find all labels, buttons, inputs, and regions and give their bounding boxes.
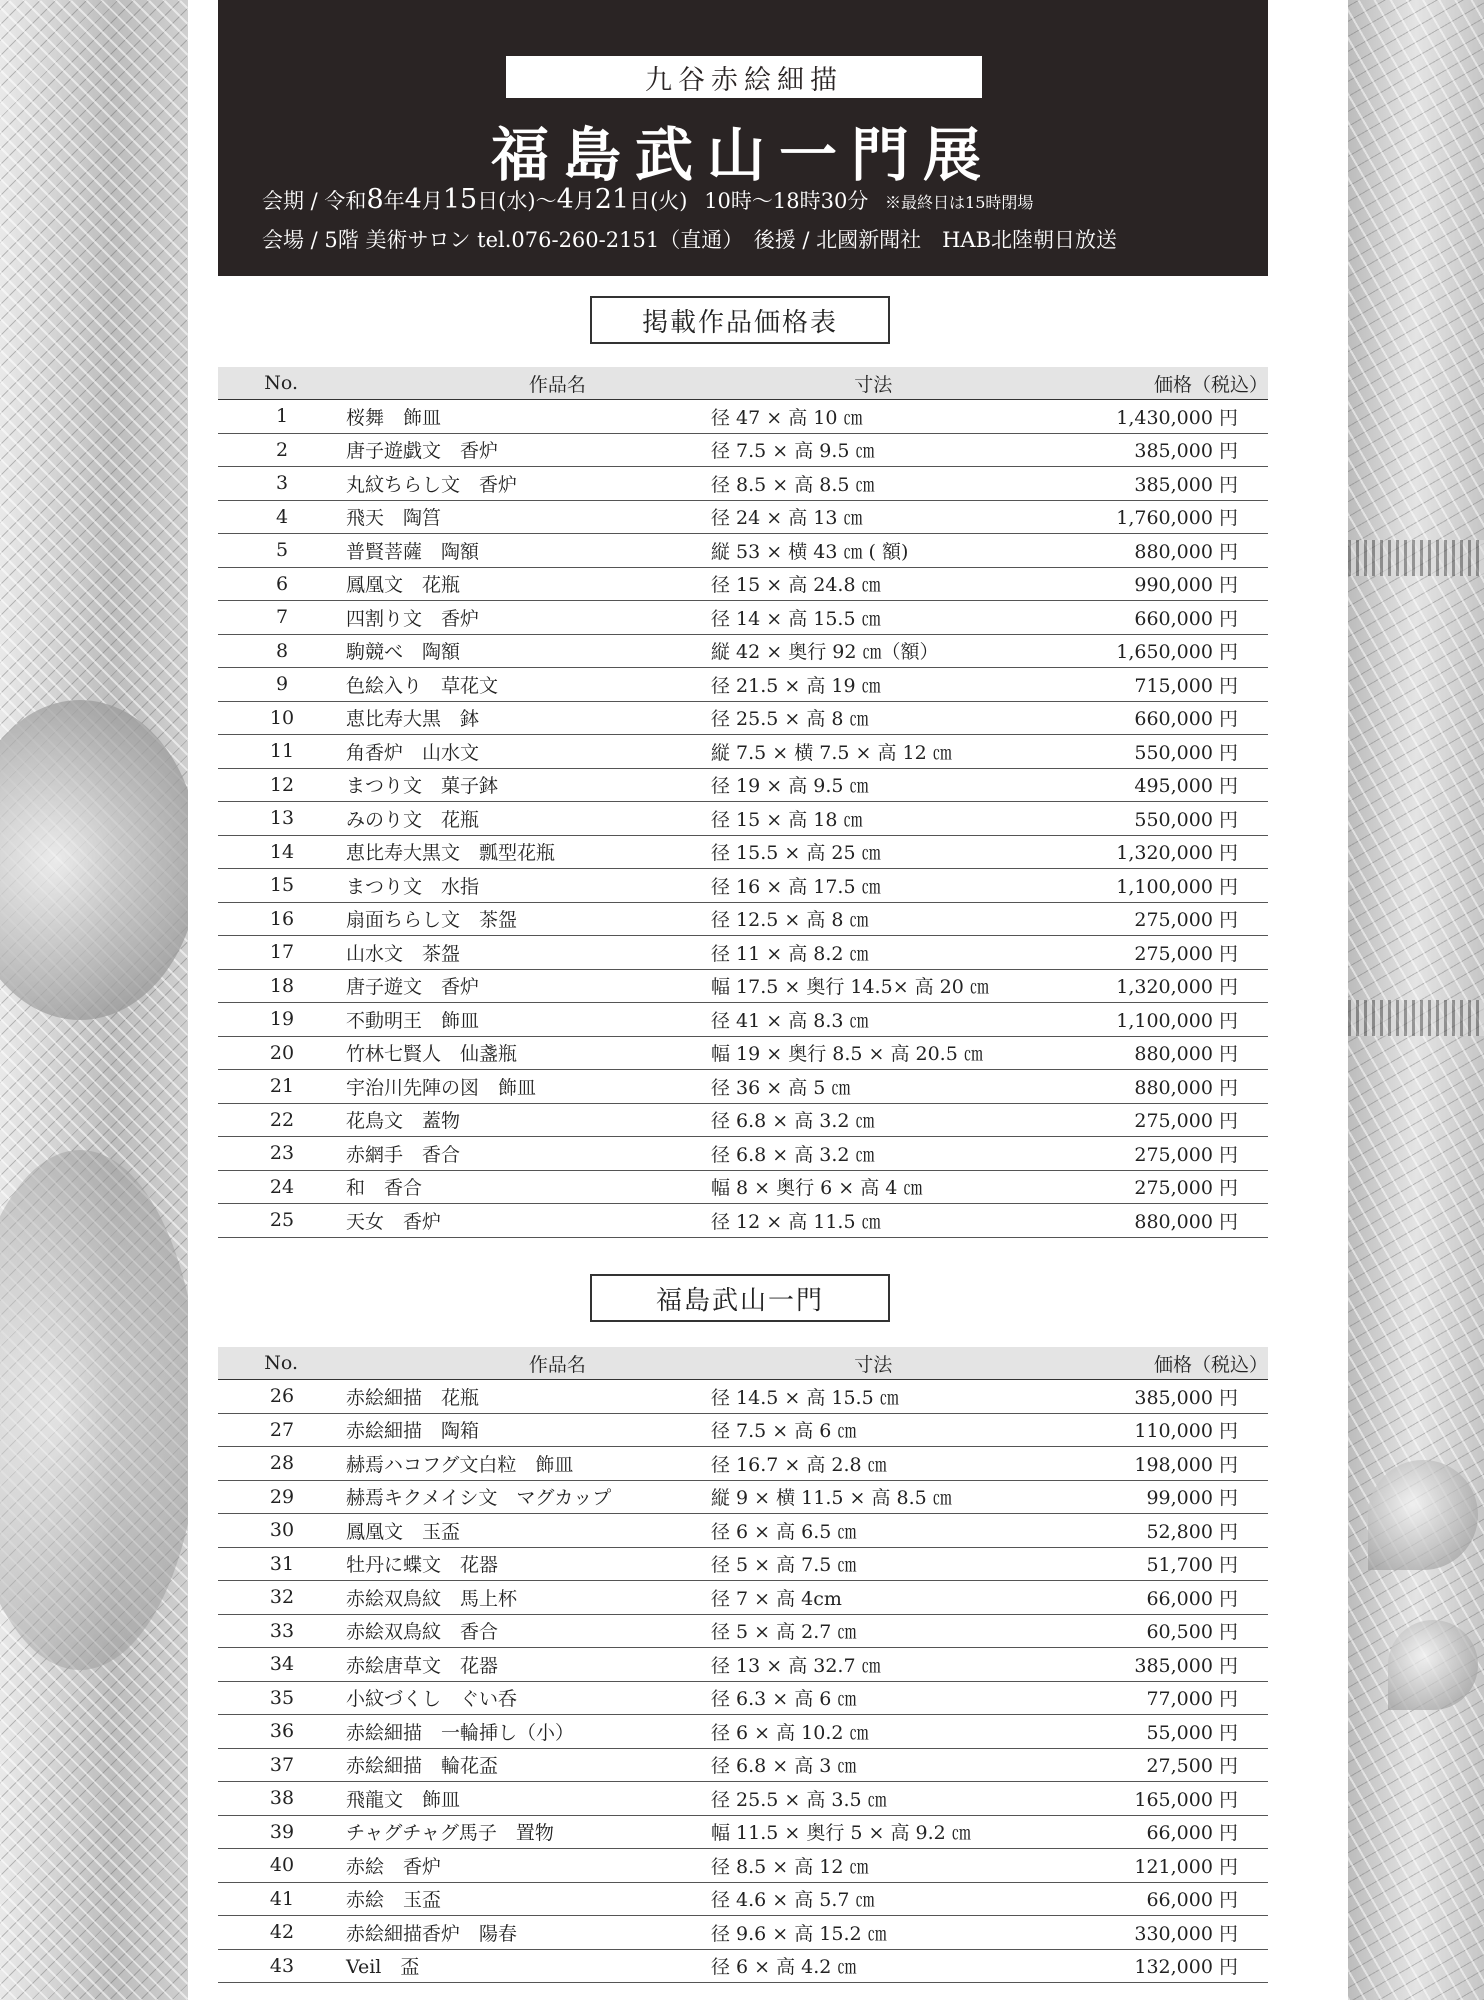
- table-row: [218, 1137, 1268, 1171]
- table-row: [218, 1749, 1268, 1783]
- item-number: 23: [269, 1142, 295, 1165]
- header-name: 作品名: [528, 373, 586, 396]
- item-number: 7: [275, 606, 289, 629]
- item-name: 飛天 陶筥: [346, 507, 442, 530]
- pattern-band: [1348, 540, 1484, 576]
- item-name: 唐子遊戯文 香炉: [346, 440, 499, 463]
- item-size: 径 11 × 高 8.2 ㎝: [711, 942, 869, 965]
- item-price: 550,000 円: [1134, 741, 1238, 764]
- item-name: 和 香合: [346, 1177, 423, 1200]
- item-name: 色絵入り 草花文: [346, 674, 499, 697]
- item-number: 38: [269, 1787, 295, 1810]
- vase-shoulder-decoration: [0, 700, 188, 1020]
- item-number: 37: [269, 1753, 295, 1776]
- table-row: [218, 1380, 1268, 1414]
- table-row: [218, 869, 1268, 903]
- item-price: 880,000 円: [1134, 1210, 1238, 1233]
- item-name: 赤絵 香炉: [346, 1855, 442, 1878]
- item-name: 牡丹に蝶文 花器: [346, 1554, 499, 1577]
- table-row: [218, 1070, 1268, 1104]
- item-size: 径 19 × 高 9.5 ㎝: [711, 775, 869, 798]
- table-row: [218, 1514, 1268, 1548]
- item-name: 花鳥文 蓋物: [346, 1110, 461, 1133]
- item-number: 22: [269, 1108, 295, 1131]
- item-price: 1,320,000 円: [1116, 842, 1238, 865]
- item-price: 1,430,000 円: [1116, 406, 1238, 429]
- item-price: 275,000 円: [1134, 1143, 1238, 1166]
- item-price: 66,000 円: [1146, 1822, 1238, 1845]
- table-row: [218, 1581, 1268, 1615]
- table-row: [218, 1682, 1268, 1716]
- item-number: 1: [275, 405, 289, 428]
- item-name: 角香炉 山水文: [346, 741, 480, 764]
- table-row: [218, 1816, 1268, 1850]
- item-size: 径 12 × 高 11.5 ㎝: [711, 1210, 881, 1233]
- item-price: 198,000 円: [1134, 1453, 1238, 1476]
- item-size: 径 25.5 × 高 3.5 ㎝: [711, 1788, 887, 1811]
- table-row: [218, 802, 1268, 836]
- item-price: 52,800 円: [1146, 1520, 1238, 1543]
- item-number: 4: [275, 505, 289, 528]
- item-price: 880,000 円: [1134, 1076, 1238, 1099]
- table-row: [218, 1916, 1268, 1950]
- item-name: 赤絵細描 一輪挿し（小）: [346, 1721, 575, 1744]
- item-price: 660,000 円: [1134, 708, 1238, 731]
- table-row: [218, 769, 1268, 803]
- item-size: 縦 9 × 横 11.5 × 高 8.5 ㎝: [711, 1487, 952, 1510]
- item-price: 66,000 円: [1146, 1587, 1238, 1610]
- item-price: 880,000 円: [1134, 1043, 1238, 1066]
- item-number: 8: [275, 639, 289, 662]
- exhibition-venue: 会場 / 5階 美術サロン tel.076-260-2151（直通） 後援 / 北國新聞社 HAB北陸朝日放送: [262, 228, 1118, 252]
- table-header: [218, 367, 1268, 400]
- item-name: 唐子遊文 香炉: [346, 976, 480, 999]
- item-price: 1,760,000 円: [1116, 507, 1238, 530]
- item-number: 42: [269, 1921, 295, 1944]
- item-size: 径 14.5 × 高 15.5 ㎝: [711, 1386, 899, 1409]
- table-row: [218, 903, 1268, 937]
- item-size: 径 41 × 高 8.3 ㎝: [711, 1009, 869, 1032]
- item-name: 赤絵細描 輪花盃: [346, 1755, 499, 1778]
- vase-photo-left: [0, 0, 188, 2000]
- item-size: 径 8.5 × 高 8.5 ㎝: [711, 473, 875, 496]
- table-row: [218, 1950, 1268, 1984]
- item-price: 1,100,000 円: [1116, 875, 1238, 898]
- item-number: 5: [275, 539, 289, 562]
- table-row: [218, 1883, 1268, 1917]
- table-row: [218, 1204, 1268, 1238]
- item-number: 2: [275, 438, 289, 461]
- item-size: 径 6.8 × 高 3.2 ㎝: [711, 1143, 875, 1166]
- item-name: 鳳凰文 玉盃: [346, 1520, 461, 1543]
- subtitle-box: [506, 56, 982, 98]
- item-number: 40: [269, 1854, 295, 1877]
- item-price: 99,000 円: [1146, 1487, 1238, 1510]
- table-row: [218, 467, 1268, 501]
- item-size: 径 25.5 × 高 8 ㎝: [711, 708, 869, 731]
- item-price: 165,000 円: [1134, 1788, 1238, 1811]
- item-number: 6: [275, 572, 289, 595]
- item-name: 赤絵唐草文 花器: [346, 1654, 499, 1677]
- table-row: [218, 1715, 1268, 1749]
- item-name: 赫焉ハコフグ文白粒 飾皿: [346, 1453, 574, 1476]
- item-size: 幅 11.5 × 奥行 5 × 高 9.2 ㎝: [711, 1822, 971, 1845]
- item-name: 赤網手 香合: [346, 1143, 461, 1166]
- table-row: [218, 1447, 1268, 1481]
- item-size: 径 9.6 × 高 15.2 ㎝: [711, 1922, 887, 1945]
- item-name: 四割り文 香炉: [346, 607, 480, 630]
- item-price: 55,000 円: [1146, 1721, 1238, 1744]
- table-row: [218, 1414, 1268, 1448]
- table-row: [218, 970, 1268, 1004]
- item-price: 1,650,000 円: [1116, 641, 1238, 664]
- table-row: [218, 1615, 1268, 1649]
- section-title-price-list: 掲載作品価格表: [590, 296, 890, 344]
- item-size: 幅 8 × 奥行 6 × 高 4 ㎝: [711, 1177, 923, 1200]
- item-price: 66,000 円: [1146, 1889, 1238, 1912]
- item-size: 幅 19 × 奥行 8.5 × 高 20.5 ㎝: [711, 1043, 983, 1066]
- item-size: 径 16.7 × 高 2.8 ㎝: [711, 1453, 887, 1476]
- item-number: 14: [269, 840, 295, 863]
- item-name: 丸紋ちらし文 香炉: [346, 473, 518, 496]
- item-number: 32: [269, 1586, 295, 1609]
- item-name: 恵比寿大黒文 瓢型花瓶: [346, 842, 556, 865]
- item-name: 扇面ちらし文 茶盌: [346, 909, 518, 932]
- item-price: 1,100,000 円: [1116, 1009, 1238, 1032]
- item-name: 赤絵 玉盃: [346, 1889, 442, 1912]
- item-name: チャグチャグ馬子 置物: [346, 1822, 554, 1845]
- item-number: 19: [269, 1008, 295, 1031]
- item-name: 山水文 茶盌: [346, 942, 461, 965]
- item-size: 径 6 × 高 10.2 ㎝: [711, 1721, 869, 1744]
- table-row: [218, 1548, 1268, 1582]
- item-number: 27: [269, 1418, 295, 1441]
- item-name: 不動明王 飾皿: [346, 1009, 480, 1032]
- item-size: 径 47 × 高 10 ㎝: [711, 406, 863, 429]
- item-size: 径 21.5 × 高 19 ㎝: [711, 674, 881, 697]
- item-size: 径 15 × 高 18 ㎝: [711, 808, 863, 831]
- item-number: 10: [269, 706, 295, 729]
- item-number: 18: [269, 974, 295, 997]
- item-size: 径 24 × 高 13 ㎝: [711, 507, 863, 530]
- item-name: 駒競べ 陶額: [346, 641, 461, 664]
- item-price: 660,000 円: [1134, 607, 1238, 630]
- item-number: 43: [269, 1954, 295, 1977]
- table-row: [218, 1648, 1268, 1682]
- table-row: [218, 1481, 1268, 1515]
- item-number: 30: [269, 1519, 295, 1542]
- item-name: 桜舞 飾皿: [346, 406, 442, 429]
- item-name: 赤絵細描 花瓶: [346, 1386, 480, 1409]
- leaf-decoration: [1368, 1460, 1478, 1570]
- item-name: Veil 盃: [346, 1956, 420, 1979]
- item-name: 恵比寿大黒 鉢: [346, 708, 480, 731]
- item-name: まつり文 菓子鉢: [346, 775, 499, 798]
- item-price: 132,000 円: [1134, 1956, 1238, 1979]
- table-row: [218, 635, 1268, 669]
- item-number: 31: [269, 1552, 295, 1575]
- exhibition-title: 福島武山一門展: [490, 121, 995, 189]
- exhibition-header: [218, 0, 1268, 276]
- table-row: [218, 534, 1268, 568]
- item-size: 径 15.5 × 高 25 ㎝: [711, 842, 881, 865]
- vase-body-decoration: [0, 1150, 188, 1670]
- item-size: 縦 42 × 奥行 92 ㎝（額）: [711, 641, 939, 664]
- item-number: 25: [269, 1209, 295, 1232]
- item-number: 28: [269, 1452, 295, 1475]
- item-size: 径 4.6 × 高 5.7 ㎝: [711, 1889, 875, 1912]
- item-number: 41: [269, 1887, 295, 1910]
- item-number: 9: [275, 673, 289, 696]
- table-row: [218, 568, 1268, 602]
- ceramic-photo-right: [1348, 0, 1484, 2000]
- item-number: 16: [269, 907, 295, 930]
- item-size: 径 7 × 高 4cm: [711, 1587, 842, 1610]
- table-row: [218, 1104, 1268, 1138]
- item-number: 12: [269, 773, 295, 796]
- subtitle: 九谷赤絵細描: [645, 64, 843, 96]
- item-price: 385,000 円: [1134, 473, 1238, 496]
- item-price: 880,000 円: [1134, 540, 1238, 563]
- item-price: 330,000 円: [1134, 1922, 1238, 1945]
- header-price: 価格（税込）: [1153, 373, 1268, 396]
- item-number: 33: [269, 1619, 295, 1642]
- item-price: 51,700 円: [1146, 1554, 1238, 1577]
- header-size: 寸法: [854, 373, 893, 396]
- item-price: 275,000 円: [1134, 909, 1238, 932]
- table-row: [218, 1037, 1268, 1071]
- item-name: みのり文 花瓶: [346, 808, 480, 831]
- item-number: 21: [269, 1075, 295, 1098]
- item-size: 径 8.5 × 高 12 ㎝: [711, 1855, 869, 1878]
- section-title-members: 福島武山一門: [590, 1274, 890, 1322]
- item-price: 275,000 円: [1134, 1177, 1238, 1200]
- item-price: 77,000 円: [1146, 1688, 1238, 1711]
- item-size: 縦 53 × 横 43 ㎝ ( 額): [711, 540, 909, 563]
- item-price: 1,320,000 円: [1116, 976, 1238, 999]
- item-number: 34: [269, 1653, 295, 1676]
- item-price: 495,000 円: [1134, 775, 1238, 798]
- item-price: 385,000 円: [1134, 440, 1238, 463]
- item-price: 550,000 円: [1134, 808, 1238, 831]
- item-price: 990,000 円: [1134, 574, 1238, 597]
- item-size: 径 7.5 × 高 6 ㎝: [711, 1420, 857, 1443]
- item-number: 26: [269, 1385, 295, 1408]
- item-number: 3: [275, 472, 289, 495]
- item-number: 39: [269, 1820, 295, 1843]
- item-name: 赫焉キクメイシ文 マグカップ: [346, 1487, 612, 1510]
- table-row: [218, 735, 1268, 769]
- header-price: 価格（税込）: [1153, 1353, 1268, 1376]
- item-number: 13: [269, 807, 295, 830]
- item-size: 径 6 × 高 6.5 ㎝: [711, 1520, 857, 1543]
- item-number: 20: [269, 1041, 295, 1064]
- item-name: 竹林七賢人 仙盞瓶: [346, 1043, 518, 1066]
- table-row: [218, 936, 1268, 970]
- item-price: 385,000 円: [1134, 1654, 1238, 1677]
- item-size: 径 6.3 × 高 6 ㎝: [711, 1688, 857, 1711]
- item-number: 11: [269, 740, 295, 763]
- table-row: [218, 1782, 1268, 1816]
- item-size: 径 7.5 × 高 9.5 ㎝: [711, 440, 875, 463]
- item-name: 赤絵双鳥紋 馬上杯: [346, 1587, 518, 1610]
- item-name: まつり文 水指: [346, 875, 480, 898]
- table-row: [218, 1849, 1268, 1883]
- table-header: [218, 1347, 1268, 1380]
- item-size: 径 6.8 × 高 3.2 ㎝: [711, 1110, 875, 1133]
- item-name: 普賢菩薩 陶額: [346, 540, 480, 563]
- item-number: 35: [269, 1686, 295, 1709]
- item-name: 天女 香炉: [346, 1210, 442, 1233]
- item-number: 29: [269, 1485, 295, 1508]
- header-no: No.: [264, 372, 299, 394]
- table-row: [218, 836, 1268, 870]
- table-row: [218, 702, 1268, 736]
- item-size: 径 12.5 × 高 8 ㎝: [711, 909, 869, 932]
- item-price: 715,000 円: [1134, 674, 1238, 697]
- header-name: 作品名: [528, 1353, 586, 1376]
- table-row: [218, 1171, 1268, 1205]
- item-size: 径 13 × 高 32.7 ㎝: [711, 1654, 881, 1677]
- item-size: 径 6 × 高 4.2 ㎝: [711, 1956, 857, 1979]
- price-table-members: [218, 1347, 1268, 1983]
- item-price: 275,000 円: [1134, 1110, 1238, 1133]
- item-size: 径 5 × 高 2.7 ㎝: [711, 1621, 857, 1644]
- item-price: 385,000 円: [1134, 1386, 1238, 1409]
- item-number: 24: [269, 1175, 295, 1198]
- item-size: 径 36 × 高 5 ㎝: [711, 1076, 851, 1099]
- item-name: 赤絵細描香炉 陽春: [346, 1922, 518, 1945]
- price-table-featured: [218, 367, 1268, 1238]
- item-price: 27,500 円: [1146, 1755, 1238, 1778]
- table-row: [218, 434, 1268, 468]
- item-price: 110,000 円: [1134, 1420, 1238, 1443]
- item-price: 60,500 円: [1146, 1621, 1238, 1644]
- header-no: No.: [264, 1352, 299, 1374]
- item-price: 275,000 円: [1134, 942, 1238, 965]
- exhibition-period: 会期 / 令和8年4月15日(水)～4月21日(火) 10時～18時30分 ※最終日は15時閉場: [262, 184, 1034, 215]
- item-name: 小紋づくし ぐい呑: [346, 1688, 518, 1711]
- header-size: 寸法: [854, 1353, 893, 1376]
- item-name: 鳳凰文 花瓶: [346, 574, 461, 597]
- item-price: 121,000 円: [1134, 1855, 1238, 1878]
- item-size: 径 14 × 高 15.5 ㎝: [711, 607, 881, 630]
- item-name: 赤絵双鳥紋 香合: [346, 1621, 499, 1644]
- leaf-decoration: [1388, 1620, 1478, 1710]
- table-row: [218, 400, 1268, 434]
- item-name: 宇治川先陣の図 飾皿: [346, 1076, 537, 1099]
- table-row: [218, 501, 1268, 535]
- item-size: 径 15 × 高 24.8 ㎝: [711, 574, 881, 597]
- table-row: [218, 1003, 1268, 1037]
- item-size: 径 5 × 高 7.5 ㎝: [711, 1554, 857, 1577]
- item-size: 径 16 × 高 17.5 ㎝: [711, 875, 881, 898]
- pattern-band: [1348, 1000, 1484, 1036]
- item-name: 赤絵細描 陶箱: [346, 1420, 480, 1443]
- table-row: [218, 601, 1268, 635]
- table-row: [218, 668, 1268, 702]
- item-size: 幅 17.5 × 奥行 14.5× 高 20 ㎝: [711, 976, 989, 999]
- item-name: 飛龍文 飾皿: [346, 1788, 461, 1811]
- item-number: 17: [269, 941, 295, 964]
- item-number: 36: [269, 1720, 295, 1743]
- item-number: 15: [269, 874, 295, 897]
- item-size: 径 6.8 × 高 3 ㎝: [711, 1755, 857, 1778]
- item-size: 縦 7.5 × 横 7.5 × 高 12 ㎝: [711, 741, 952, 764]
